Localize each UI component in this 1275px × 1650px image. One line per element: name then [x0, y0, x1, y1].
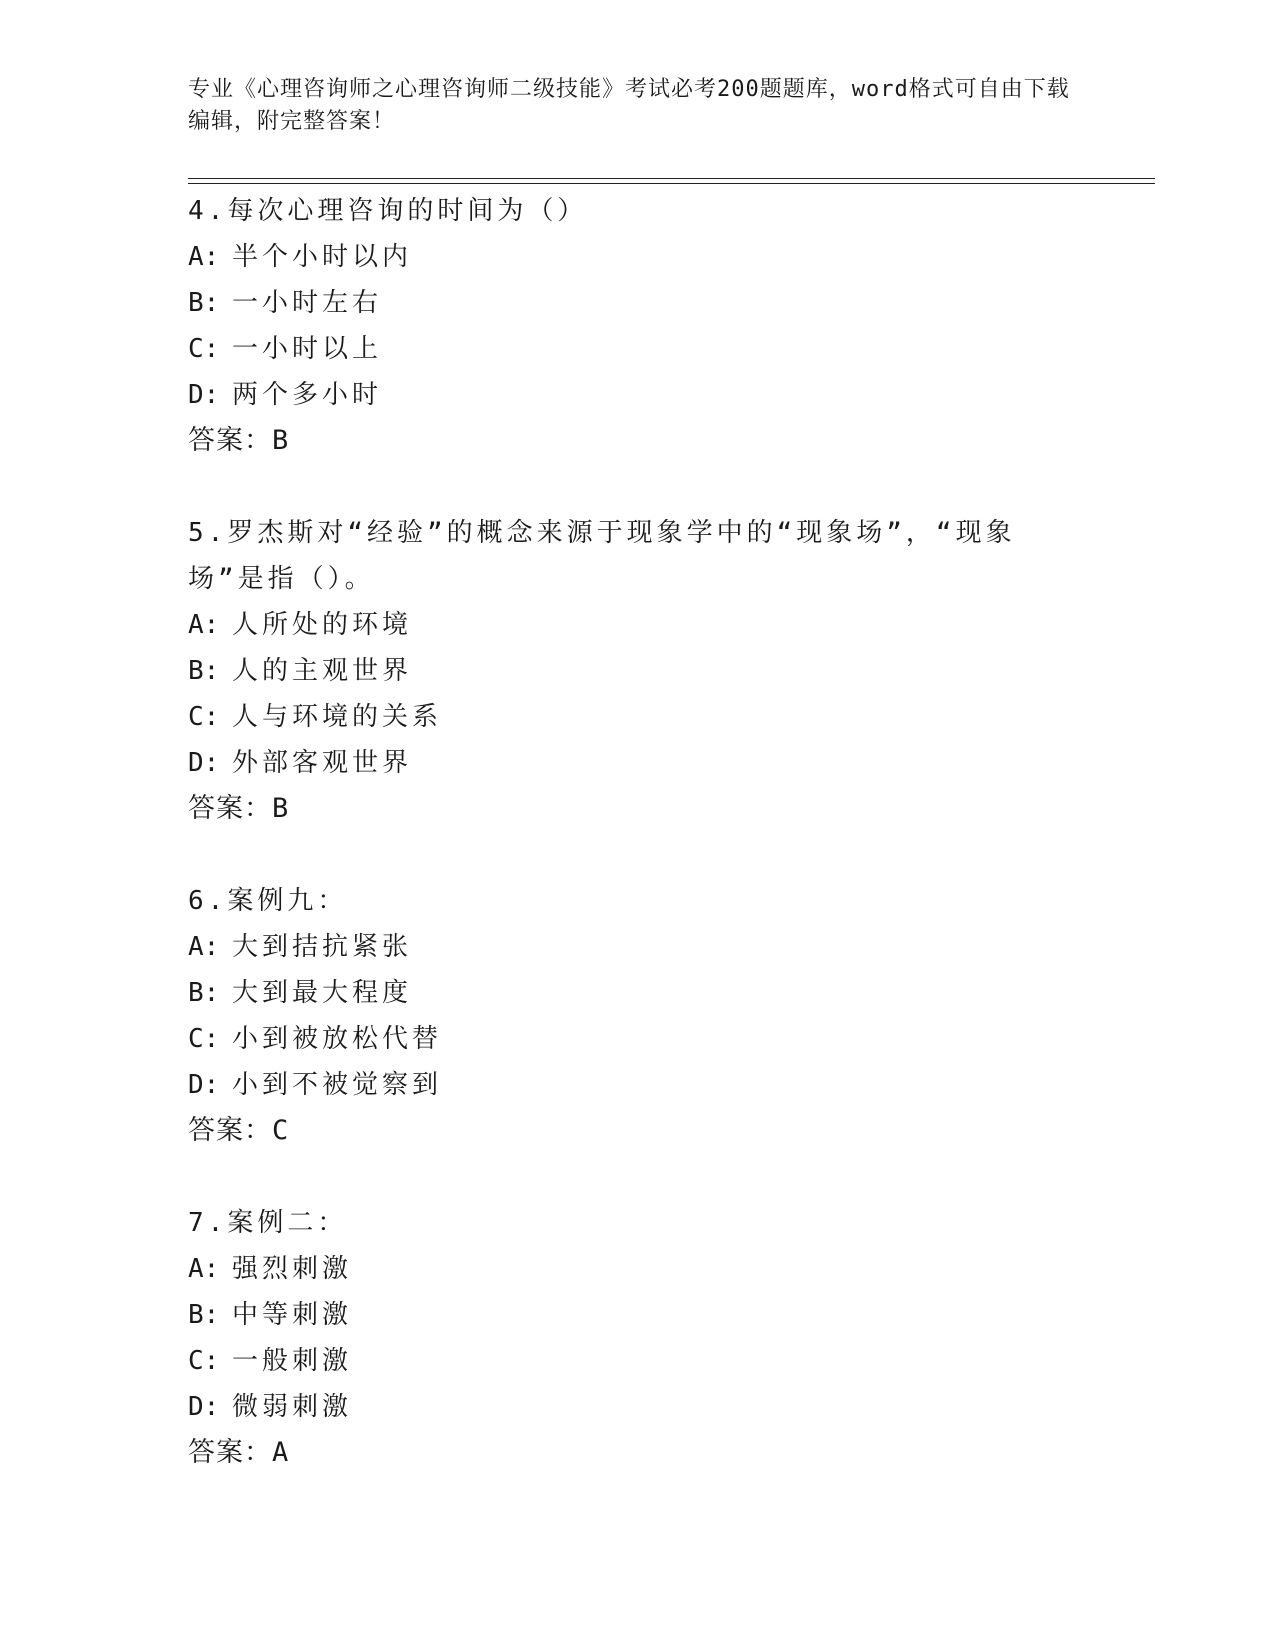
- option-b: [188, 648, 1088, 694]
- question-list: [188, 188, 1088, 1522]
- option-b: [188, 280, 1088, 326]
- question-text: 每次心理咨询的时间为（）: [227, 196, 588, 226]
- question-stem: [188, 188, 1088, 234]
- option-key: D:: [188, 380, 220, 410]
- answer-label: 答案：: [188, 425, 272, 456]
- option-c: [188, 1016, 1088, 1062]
- option-key: C:: [188, 1346, 220, 1376]
- header-rule-bottom: [188, 183, 1155, 184]
- option-key: A:: [188, 242, 220, 272]
- answer-label: 答案：: [188, 793, 272, 824]
- question-6: [188, 878, 1088, 1154]
- option-c: [188, 1338, 1088, 1384]
- option-d: [188, 740, 1088, 786]
- option-text: 半个小时以内: [232, 242, 413, 272]
- answer-label: 答案：: [188, 1437, 272, 1468]
- option-c: [188, 694, 1088, 740]
- option-text: 一般刺激: [232, 1346, 353, 1376]
- option-key: C:: [188, 702, 220, 732]
- header-rule-top: [188, 178, 1155, 179]
- option-key: A:: [188, 932, 220, 962]
- option-a: [188, 602, 1088, 648]
- option-text: 人的主观世界: [232, 656, 413, 686]
- question-number: 6.: [188, 886, 228, 916]
- option-key: B:: [188, 656, 220, 686]
- answer-label: 答案：: [188, 1115, 272, 1146]
- option-text: 一小时左右: [232, 288, 383, 318]
- option-key: B:: [188, 1300, 220, 1330]
- question-stem: [188, 1200, 1088, 1246]
- option-text: 强烈刺激: [232, 1254, 353, 1284]
- option-b: [188, 1292, 1088, 1338]
- option-text: 大到最大程度: [232, 978, 413, 1008]
- option-b: [188, 970, 1088, 1016]
- option-text: 一小时以上: [232, 334, 383, 364]
- question-number: 4.: [188, 196, 228, 226]
- question-number: 5.: [188, 518, 228, 548]
- question-4: [188, 188, 1088, 464]
- option-key: B:: [188, 978, 220, 1008]
- option-text: 微弱刺激: [232, 1392, 353, 1422]
- option-text: 小到被放松代替: [232, 1024, 443, 1054]
- question-5: [188, 510, 1088, 832]
- option-text: 大到拮抗紧张: [232, 932, 413, 962]
- option-text: 人所处的环境: [232, 610, 413, 640]
- document-intro: 专业《心理咨询师之心理咨询师二级技能》考试必考200题题库，word格式可自由下载编辑，附完整答案！: [188, 77, 1070, 134]
- option-key: A:: [188, 1254, 220, 1284]
- option-text: 外部客观世界: [232, 748, 413, 778]
- answer-value: B: [272, 425, 290, 456]
- question-text: 案例二：: [227, 1208, 348, 1238]
- answer-value: C: [272, 1115, 290, 1146]
- option-key: D:: [188, 748, 220, 778]
- option-d: [188, 1384, 1088, 1430]
- option-key: B:: [188, 288, 220, 318]
- option-a: [188, 924, 1088, 970]
- answer-line: [188, 418, 1088, 464]
- question-stem: [188, 510, 1088, 602]
- answer-value: A: [272, 1437, 290, 1468]
- option-c: [188, 326, 1088, 372]
- option-a: [188, 1246, 1088, 1292]
- option-key: C:: [188, 334, 220, 364]
- question-text: 案例九：: [227, 886, 348, 916]
- option-d: [188, 1062, 1088, 1108]
- answer-line: [188, 1430, 1088, 1476]
- answer-line: [188, 786, 1088, 832]
- option-text: 人与环境的关系: [232, 702, 443, 732]
- option-key: A:: [188, 610, 220, 640]
- question-stem: [188, 878, 1088, 924]
- answer-value: B: [272, 793, 290, 824]
- option-a: [188, 234, 1088, 280]
- option-d: [188, 372, 1088, 418]
- question-text: 罗杰斯对“经验”的概念来源于现象学中的“现象场”，“现象场”是指（）。: [188, 518, 1016, 594]
- question-7: [188, 1200, 1088, 1476]
- option-key: D:: [188, 1392, 220, 1422]
- option-key: D:: [188, 1070, 220, 1100]
- question-number: 7.: [188, 1208, 228, 1238]
- option-key: C:: [188, 1024, 220, 1054]
- option-text: 两个多小时: [232, 380, 383, 410]
- answer-line: [188, 1108, 1088, 1154]
- option-text: 小到不被觉察到: [232, 1070, 443, 1100]
- option-text: 中等刺激: [232, 1300, 353, 1330]
